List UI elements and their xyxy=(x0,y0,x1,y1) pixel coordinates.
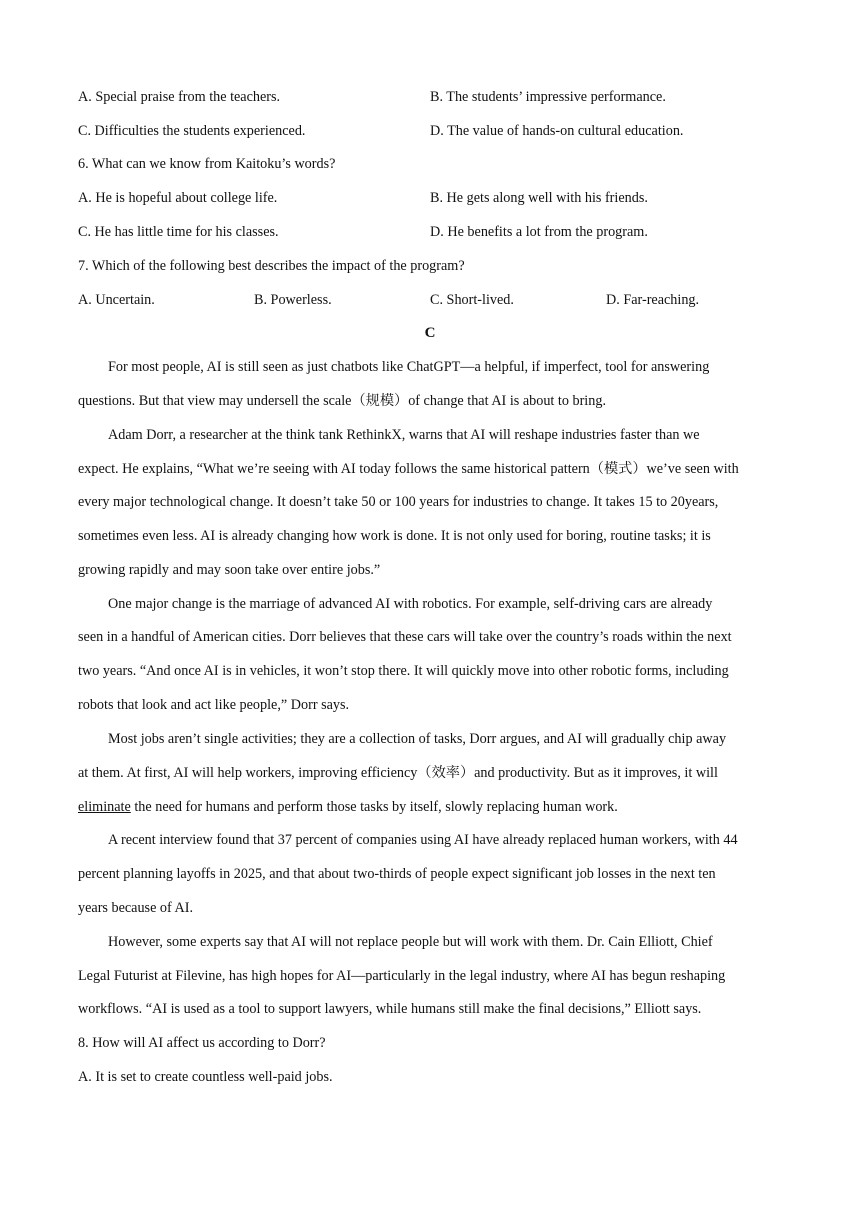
q6-option-d: D. He benefits a lot from the program. xyxy=(430,224,648,240)
underlined-word: eliminate xyxy=(78,799,131,815)
passage-line: sometimes even less. AI is already changing how work is done. It is not only used for boring, routine tasks; it is xyxy=(78,528,711,544)
passage-line: every major technological change. It doesn’t take 50 or 100 years for industries to change. It takes 15 to 20years, xyxy=(78,494,719,510)
passage-text: the need for humans and perform those tasks by itself, slowly replacing human work. xyxy=(130,799,618,815)
q6-option-b: B. He gets along well with his friends. xyxy=(430,190,648,206)
passage-line: Adam Dorr, a researcher at the think tank RethinkX, warns that AI will reshape industries faster than we xyxy=(108,427,700,443)
passage-line: two years. “And once AI is in vehicles, it won’t stop there. It will quickly move into other robotic forms, including xyxy=(78,663,729,679)
q5-option-d: D. The value of hands-on cultural education. xyxy=(430,123,684,139)
q5-option-c: C. Difficulties the students experienced. xyxy=(78,123,306,139)
passage-line: workflows. “AI is used as a tool to support lawyers, while humans still make the final decisions,” Elliott says. xyxy=(78,1001,702,1017)
q7-option-d: D. Far-reaching. xyxy=(606,292,700,308)
passage-line: growing rapidly and may soon take over entire jobs.” xyxy=(78,562,381,578)
q8-option-a: A. It is set to create countless well-paid jobs. xyxy=(78,1069,333,1085)
passage-line: expect. He explains, “What we’re seeing with AI today follows the same historical pattern（模式）we’ve seen with xyxy=(78,461,739,477)
passage-line: However, some experts say that AI will not replace people but will work with them. Dr. Cain Elliott, Chief xyxy=(108,934,713,950)
passage-line xyxy=(78,797,618,817)
q5-option-b: B. The students’ impressive performance. xyxy=(430,89,666,105)
q5-option-a: A. Special praise from the teachers. xyxy=(78,89,281,105)
q7-stem: 7. Which of the following best describes the impact of the program? xyxy=(78,258,465,274)
passage-line: years because of AI. xyxy=(78,900,194,916)
passage-line: One major change is the marriage of advanced AI with robotics. For example, self-driving cars are already xyxy=(108,596,713,612)
passage-line: percent planning layoffs in 2025, and that about two-thirds of people expect significant job losses in the next ten xyxy=(78,866,716,882)
passage-line: Legal Futurist at Filevine, has high hopes for AI—particularly in the legal industry, where AI has begun reshaping xyxy=(78,968,726,984)
passage-line: robots that look and act like people,” Dorr says. xyxy=(78,697,350,713)
passage-line: questions. But that view may undersell the scale（规模）of change that AI is about to bring. xyxy=(78,393,606,409)
passage-line: A recent interview found that 37 percent of companies using AI have already replaced human workers, with 44 xyxy=(108,832,738,848)
passage-line: For most people, AI is still seen as just chatbots like ChatGPT—a helpful, if imperfect, tool for answering xyxy=(108,359,710,375)
q6-option-c: C. He has little time for his classes. xyxy=(78,224,279,240)
q7-option-b: B. Powerless. xyxy=(254,292,332,308)
q6-option-a: A. He is hopeful about college life. xyxy=(78,190,278,206)
q7-option-c: C. Short-lived. xyxy=(430,292,514,308)
passage-line: seen in a handful of American cities. Dorr believes that these cars will take over the country’s roads within the next xyxy=(78,629,732,645)
passage-line: at them. At first, AI will help workers, improving efficiency（效率）and productivity. But as it improves, it will xyxy=(78,765,718,781)
q8-stem: 8. How will AI affect us according to Dorr? xyxy=(78,1035,326,1051)
passage-line: Most jobs aren’t single activities; they are a collection of tasks, Dorr argues, and AI will gradually chip away xyxy=(108,731,727,747)
q6-stem: 6. What can we know from Kaitoku’s words? xyxy=(78,156,336,172)
section-c-title: C xyxy=(424,325,436,341)
q7-option-a: A. Uncertain. xyxy=(78,292,155,308)
